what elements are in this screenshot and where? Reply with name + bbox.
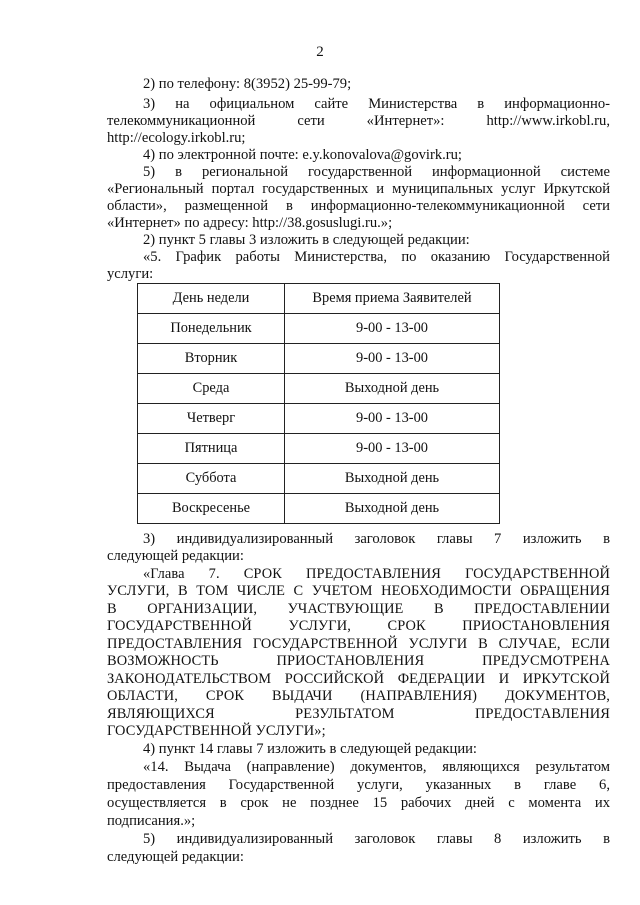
column-header-time: Время приема Заявителей bbox=[285, 284, 500, 314]
time-cell: Выходной день bbox=[285, 374, 500, 404]
table-row bbox=[138, 434, 500, 464]
day-cell: Понедельник bbox=[138, 314, 285, 344]
time-cell: 9-00 - 13-00 bbox=[285, 344, 500, 374]
page-number: 2 bbox=[316, 44, 324, 60]
text-line: 4) по электронной почте: e.y.konovalova@govirk.ru; bbox=[143, 147, 462, 163]
table-row bbox=[138, 464, 500, 494]
text-line: УСЛУГИ, В ТОМ ЧИСЛЕ С УЧЕТОМ НЕОБХОДИМОСТИ ОБРАЩЕНИЯ bbox=[107, 583, 610, 599]
text-line: ВОЗМОЖНОСТЬ ПРИОСТАНОВЛЕНИЯ ПРЕДУСМОТРЕНА bbox=[107, 653, 610, 669]
time-cell: 9-00 - 13-00 bbox=[285, 434, 500, 464]
text-line: области», размещенной в информационно-телекоммуникационной сети bbox=[107, 198, 610, 214]
table-row bbox=[138, 404, 500, 434]
text-line: «14. Выдача (направление) документов, являющихся результатом bbox=[143, 759, 610, 775]
text-line: ГОСУДАРСТВЕННОЙ УСЛУГИ, СРОК ПРИОСТАНОВЛЕНИЯ bbox=[107, 618, 610, 634]
text-line: следующей редакции: bbox=[107, 548, 244, 564]
schedule-table bbox=[137, 283, 500, 524]
day-cell: Пятница bbox=[138, 434, 285, 464]
table-row bbox=[138, 494, 500, 524]
text-line: http://ecology.irkobl.ru; bbox=[107, 130, 246, 146]
text-line: «5. График работы Министерства, по оказанию Государственной bbox=[143, 249, 610, 265]
text-line: 2) по телефону: 8(3952) 25-99-79; bbox=[143, 76, 352, 92]
table-row bbox=[138, 374, 500, 404]
time-cell: 9-00 - 13-00 bbox=[285, 314, 500, 344]
text-line: 3) индивидуализированный заголовок главы 7 изложить в bbox=[143, 531, 610, 547]
text-line: следующей редакции: bbox=[107, 849, 244, 865]
text-line: «Региональный портал государственных и муниципальных услуг Иркутской bbox=[107, 181, 610, 197]
text-line: «Интернет» по адресу: http://38.gosuslugi.ru.»; bbox=[107, 215, 393, 231]
text-line: предоставления Государственной услуги, указанных в главе 6, bbox=[107, 777, 610, 793]
table-row bbox=[138, 344, 500, 374]
day-cell: Суббота bbox=[138, 464, 285, 494]
text-line: ЗАКОНОДАТЕЛЬСТВОМ РОССИЙСКОЙ ФЕДЕРАЦИИ И ИРКУТСКОЙ bbox=[107, 671, 610, 687]
text-line: 3) на официальном сайте Министерства в информационно- bbox=[143, 96, 610, 112]
text-line: ЯВЛЯЮЩИХСЯ РЕЗУЛЬТАТОМ ПРЕДОСТАВЛЕНИЯ bbox=[107, 706, 610, 722]
text-line: телекоммуникационной сети «Интернет»: http://www.irkobl.ru, bbox=[107, 113, 610, 129]
text-line: услуги: bbox=[107, 266, 154, 282]
time-cell: 9-00 - 13-00 bbox=[285, 404, 500, 434]
text-line: «Глава 7. СРОК ПРЕДОСТАВЛЕНИЯ ГОСУДАРСТВЕННОЙ bbox=[143, 566, 610, 582]
day-cell: Вторник bbox=[138, 344, 285, 374]
text-line: ОБЛАСТИ, СРОК ВЫДАЧИ (НАПРАВЛЕНИЯ) ДОКУМЕНТОВ, bbox=[107, 688, 610, 704]
column-header-day: День недели bbox=[138, 284, 285, 314]
table-header-row bbox=[138, 284, 500, 314]
text-line: 4) пункт 14 главы 7 изложить в следующей редакции: bbox=[143, 741, 477, 757]
table-row bbox=[138, 314, 500, 344]
text-line: осуществляется в срок не позднее 15 рабочих дней с момента их bbox=[107, 795, 610, 811]
time-cell: Выходной день bbox=[285, 464, 500, 494]
text-line: ГОСУДАРСТВЕННОЙ УСЛУГИ»; bbox=[107, 723, 326, 739]
text-line: 2) пункт 5 главы 3 изложить в следующей редакции: bbox=[143, 232, 470, 248]
day-cell: Воскресенье bbox=[138, 494, 285, 524]
day-cell: Четверг bbox=[138, 404, 285, 434]
text-line: 5) в региональной государственной информационной системе bbox=[143, 164, 610, 180]
day-cell: Среда bbox=[138, 374, 285, 404]
time-cell: Выходной день bbox=[285, 494, 500, 524]
text-line: ПРЕДОСТАВЛЕНИЯ ГОСУДАРСТВЕННОЙ УСЛУГИ В СЛУЧАЕ, ЕСЛИ bbox=[107, 636, 610, 652]
text-line: подписания.»; bbox=[107, 813, 196, 829]
text-line: 5) индивидуализированный заголовок главы 8 изложить в bbox=[143, 831, 610, 847]
text-line: В ОРГАНИЗАЦИИ, УЧАСТВУЮЩИЕ В ПРЕДОСТАВЛЕНИИ bbox=[107, 601, 610, 617]
